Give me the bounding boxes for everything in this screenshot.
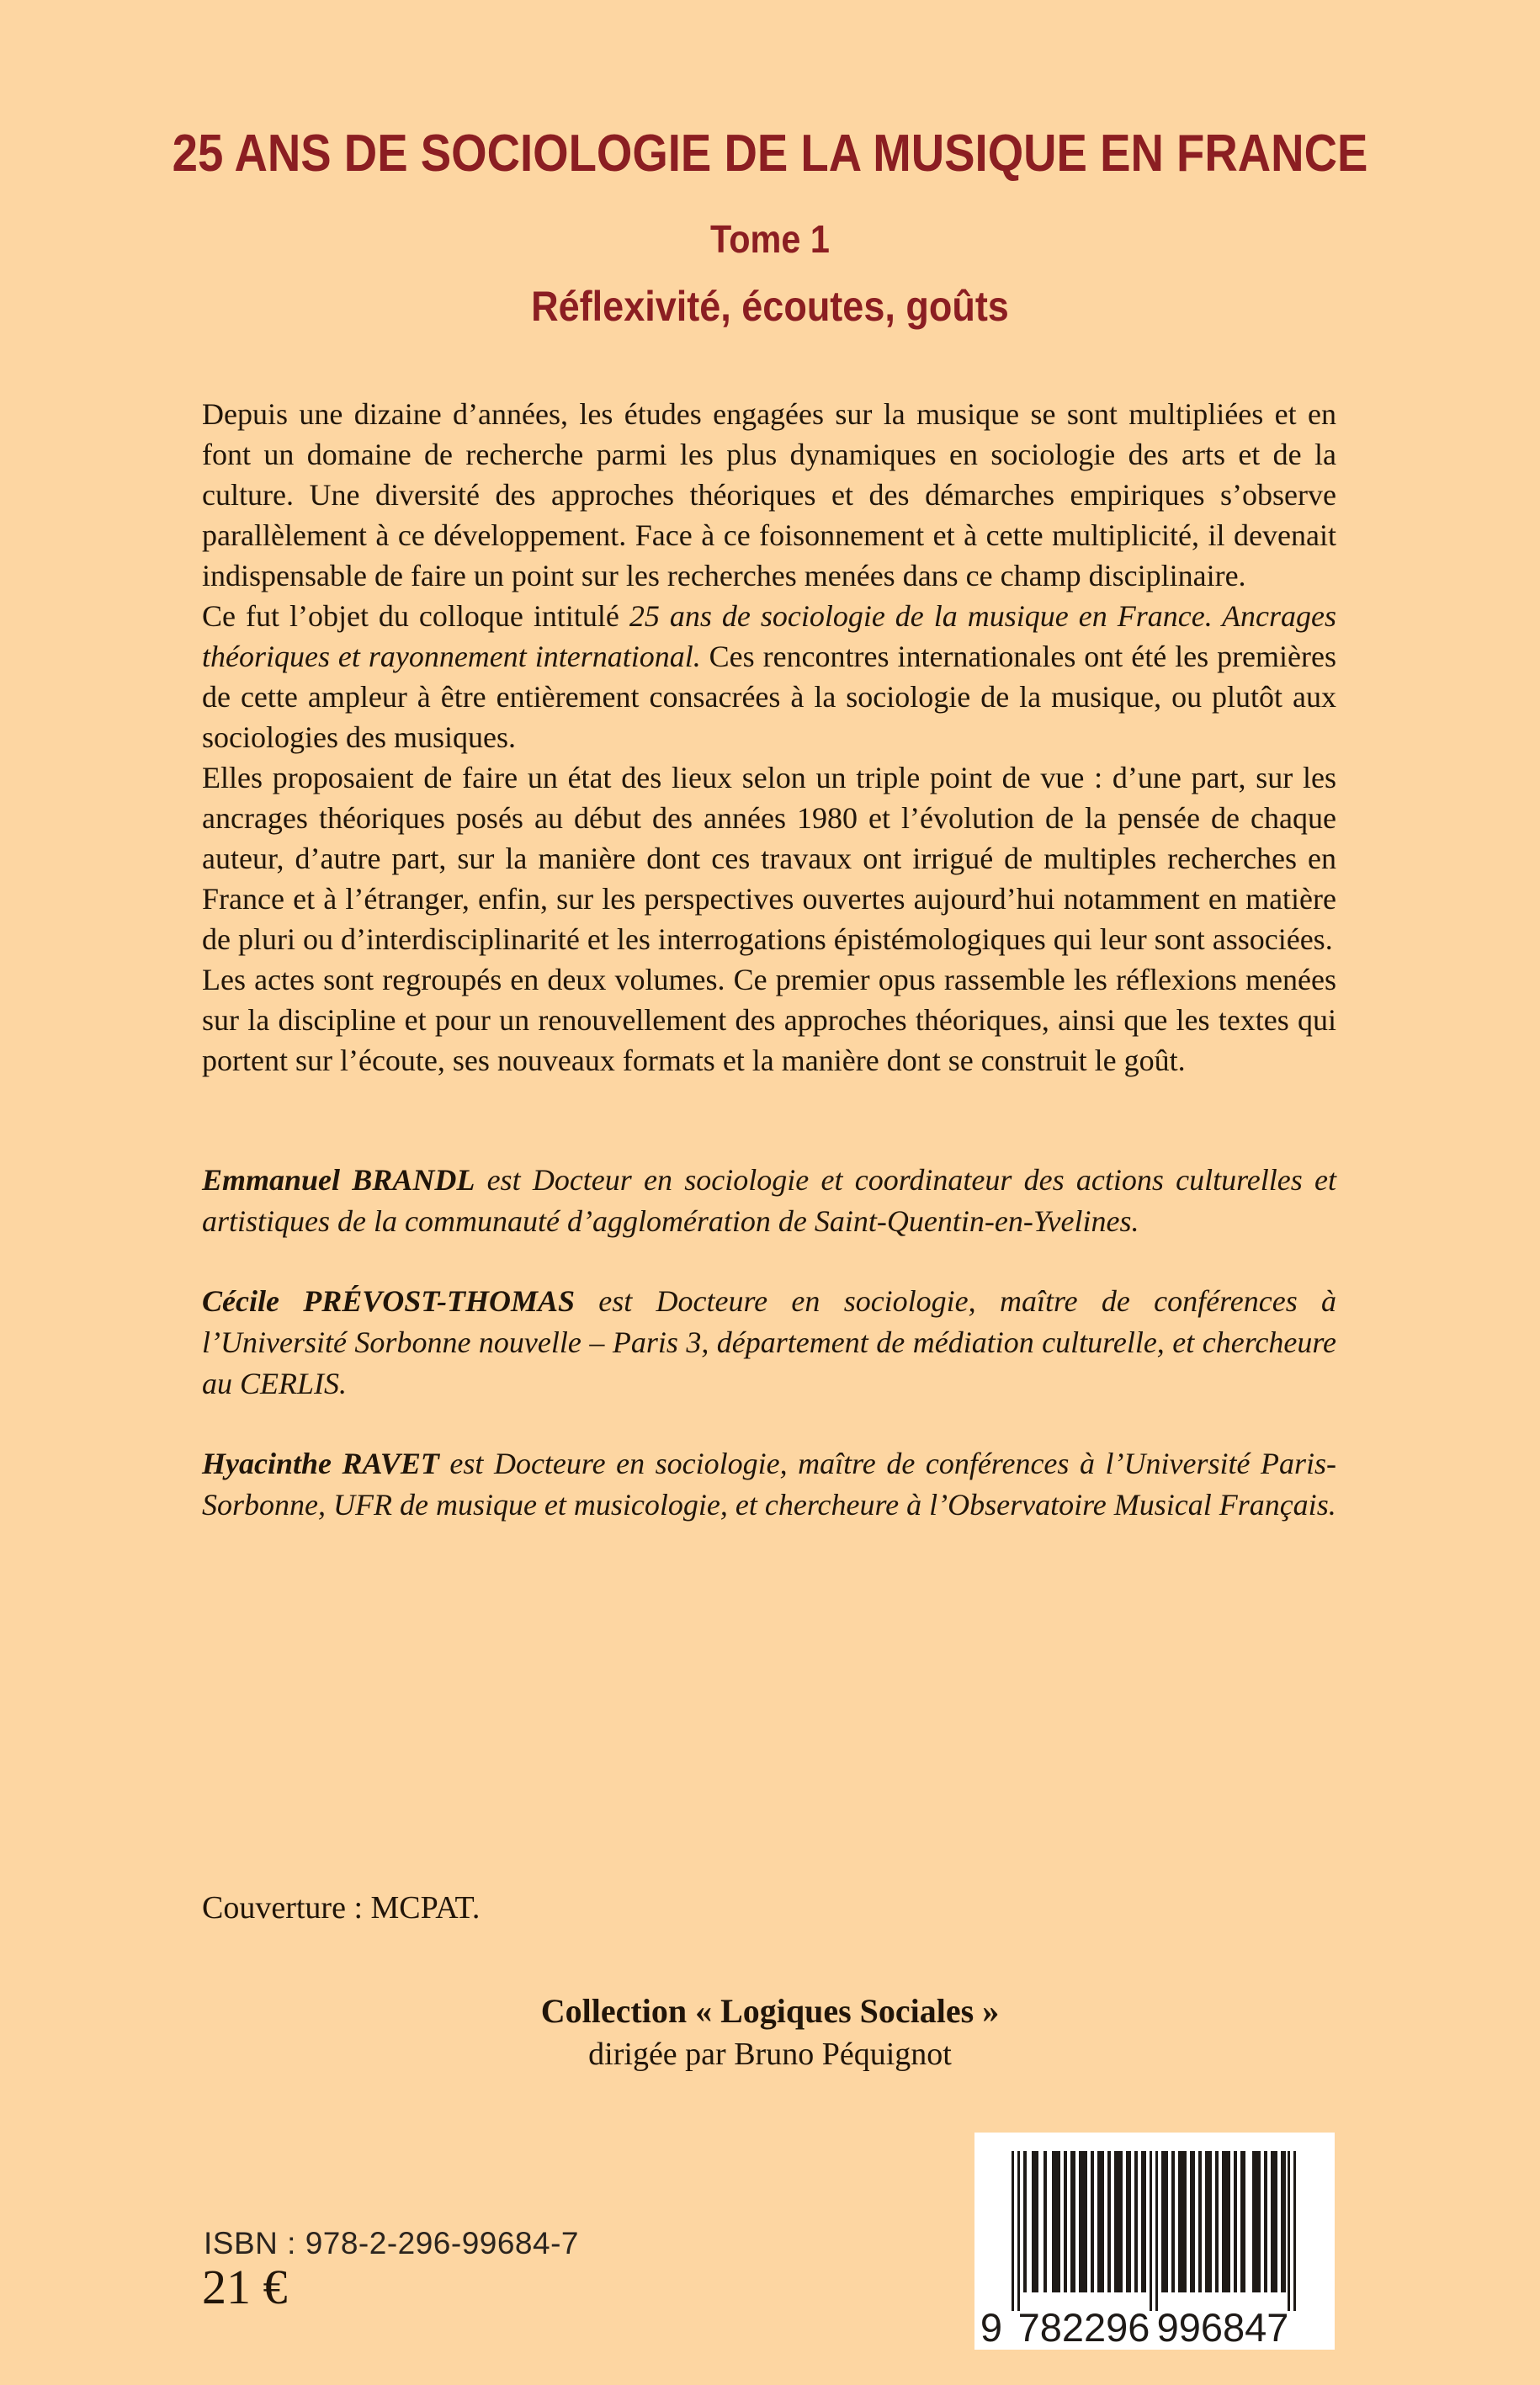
author-bios	[202, 1160, 1336, 1526]
author-bio-text-ravet: est Docteure en sociologie, maître de conférences à l’Université Paris-Sorbonne, UFR de musique et musicologie, et chercheure à l’Observatoire Musical Français.	[202, 1447, 1336, 1522]
collection-director: dirigée par Bruno Péquignot	[588, 2037, 952, 2072]
synopsis-p2-post: Ces rencontres internationales ont été les premières de cette ampleur à être entièrement consacrées à la sociologie de la musique, ou plutôt aux sociologies des musiques.	[202, 640, 1336, 754]
book-title: 25 ANS DE SOCIOLOGIE DE LA MUSIQUE EN FRANCE	[172, 125, 1368, 183]
synopsis	[202, 394, 1336, 1081]
colloque-title-italic: 25 ans de sociologie de la musique en France. Ancrages théoriques et rayonnement international.	[202, 599, 1337, 673]
barcode	[974, 2133, 1335, 2350]
author-name-brandl: Emmanuel BRANDL	[202, 1163, 475, 1197]
author-name-ravet: Hyacinthe RAVET	[202, 1447, 439, 1480]
barcode-bars	[974, 2133, 1335, 2350]
price-label: 21 €	[202, 2260, 288, 2314]
book-subtitle: Réflexivité, écoutes, goûts	[531, 283, 1009, 330]
author-bio-prevost-thomas	[202, 1281, 1336, 1405]
barcode-digit-group-1: 782296	[1017, 2305, 1150, 2350]
synopsis-paragraph-4: Les actes sont regroupés en deux volumes. Ce premier opus rassemble les réflexions menées sur la discipline et pour un renouvellement des approches théoriques, ainsi que les textes qui portent sur l’écoute, ses nouveaux formats et la manière dont se construit le goût.	[202, 963, 1336, 1077]
author-bio-ravet	[202, 1443, 1336, 1526]
synopsis-paragraph-1: Depuis une dizaine d’années, les études engagées sur la musique se sont multipliées et en font un domaine de recherche parmi les plus dynamiques en sociologie des arts et de la culture. Une diversité des approches théoriques et des démarches empiriques s’observe parallèlement à ce développement. Face à ce foisonnement et à cette multiplicité, il devenait indispensable de faire un point sur les recherches menées dans ce champ disciplinaire.	[202, 397, 1336, 592]
author-bio-brandl	[202, 1160, 1336, 1242]
author-bio-text-prevost-thomas: est Docteure en sociologie, maître de conférences à l’Université Sorbonne nouvelle – Paris 3, département de médiation culturelle, et chercheure au CERLIS.	[202, 1284, 1336, 1400]
synopsis-p2-pre: Ce fut l’objet du colloque intitulé	[202, 599, 629, 633]
isbn-label: ISBN : 978-2-296-99684-7	[204, 2226, 579, 2260]
synopsis-paragraph-3: Elles proposaient de faire un état des lieux selon un triple point de vue : d’une part, sur les ancrages théoriques posés au début des années 1980 et l’évolution de la pensée de chaque auteur, d’autre part, sur la manière dont ces travaux ont irrigué de multiples recherches en France et à l’étranger, enfin, sur les perspectives ouvertes aujourd’hui notamment en matière de pluri ou d’interdisciplinarité et les interrogations épistémologiques qui leur sont associées.	[202, 761, 1336, 956]
synopsis-paragraph-2	[202, 596, 1336, 757]
cover-credit: Couverture : MCPAT.	[202, 1890, 481, 1926]
collection-block	[0, 1989, 1540, 2075]
barcode-digit-group-2: 996847	[1156, 2305, 1289, 2350]
barcode-digit-left: 9	[980, 2305, 1003, 2350]
collection-title: Collection « Logiques Sociales »	[540, 1992, 1000, 2030]
volume-label: Tome 1	[710, 217, 830, 261]
content-column	[202, 394, 1336, 1564]
author-name-prevost-thomas: Cécile PRÉVOST-THOMAS	[202, 1284, 575, 1318]
author-bio-text-brandl: est Docteur en sociologie et coordinateur des actions culturelles et artistiques de la communauté d’agglomération de Saint-Quentin-en-Yvelines.	[202, 1163, 1337, 1238]
